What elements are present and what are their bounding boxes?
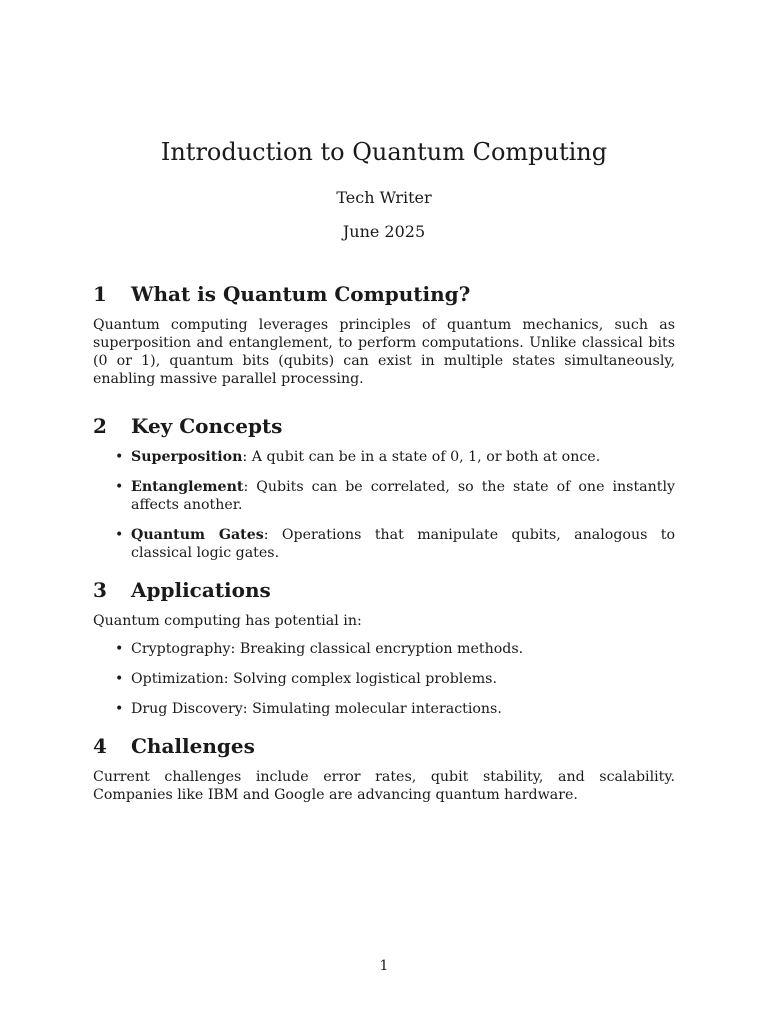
section-challenges xyxy=(93,734,675,804)
key-concepts-list xyxy=(93,448,675,562)
list-item-text: : Qubits can be correlated, so the state of one instantly affects another. xyxy=(131,479,675,513)
document-date: June 2025 xyxy=(342,222,426,241)
bullet-icon: • xyxy=(115,449,124,465)
bullet-icon: • xyxy=(115,671,124,687)
section-heading xyxy=(93,414,675,438)
list-item xyxy=(93,448,675,466)
section-heading xyxy=(93,282,675,306)
list-item-text: Drug Discovery: Simulating molecular interactions. xyxy=(131,701,502,717)
list-item-text: Cryptography: Breaking classical encryption methods. xyxy=(131,641,524,657)
bullet-icon: • xyxy=(115,701,124,717)
bullet-icon: • xyxy=(115,527,124,543)
list-item-text: Optimization: Solving complex logistical problems. xyxy=(131,671,497,687)
list-item xyxy=(93,670,675,688)
section-paragraph: Quantum computing leverages principles of quantum mechanics, such as superposition and entanglement, to perform computations. Unlike classical bits (0 or 1), quantum bits (qubits) can exist in multiple states simultaneously, enabling massive parallel processing. xyxy=(93,317,675,387)
document-author: Tech Writer xyxy=(336,188,432,207)
document-title: Introduction to Quantum Computing xyxy=(160,138,608,166)
section-what-is-quantum-computing xyxy=(93,282,675,388)
section-title: Key Concepts xyxy=(131,414,283,438)
section-number: 3 xyxy=(93,578,107,602)
section-heading xyxy=(93,734,675,758)
section-number: 1 xyxy=(93,282,107,306)
section-applications xyxy=(93,578,675,718)
list-item xyxy=(93,700,675,718)
list-item xyxy=(93,640,675,658)
section-intro: Quantum computing has potential in: xyxy=(93,613,362,629)
list-item-term: Entanglement xyxy=(131,479,244,495)
list-item xyxy=(93,478,675,514)
page-number: 1 xyxy=(379,958,389,974)
bullet-icon: • xyxy=(115,641,124,657)
list-item-term: Superposition xyxy=(131,449,243,465)
bullet-icon: • xyxy=(115,479,124,495)
section-heading xyxy=(93,578,675,602)
section-key-concepts xyxy=(93,414,675,562)
list-item xyxy=(93,526,675,562)
applications-list xyxy=(93,640,675,718)
list-item-text: : A qubit can be in a state of 0, 1, or both at once. xyxy=(242,449,601,465)
section-title: Applications xyxy=(131,578,271,602)
section-number: 2 xyxy=(93,414,107,438)
section-paragraph: Current challenges include error rates, qubit stability, and scalability. Companies like IBM and Google are advancing quantum hardware. xyxy=(93,769,675,803)
section-title: Challenges xyxy=(131,734,255,758)
list-item-text: : Operations that manipulate qubits, analogous to classical logic gates. xyxy=(131,527,675,561)
section-title: What is Quantum Computing? xyxy=(131,282,471,306)
list-item-term: Quantum Gates xyxy=(131,527,264,543)
section-number: 4 xyxy=(93,734,107,758)
document-body xyxy=(93,282,675,804)
